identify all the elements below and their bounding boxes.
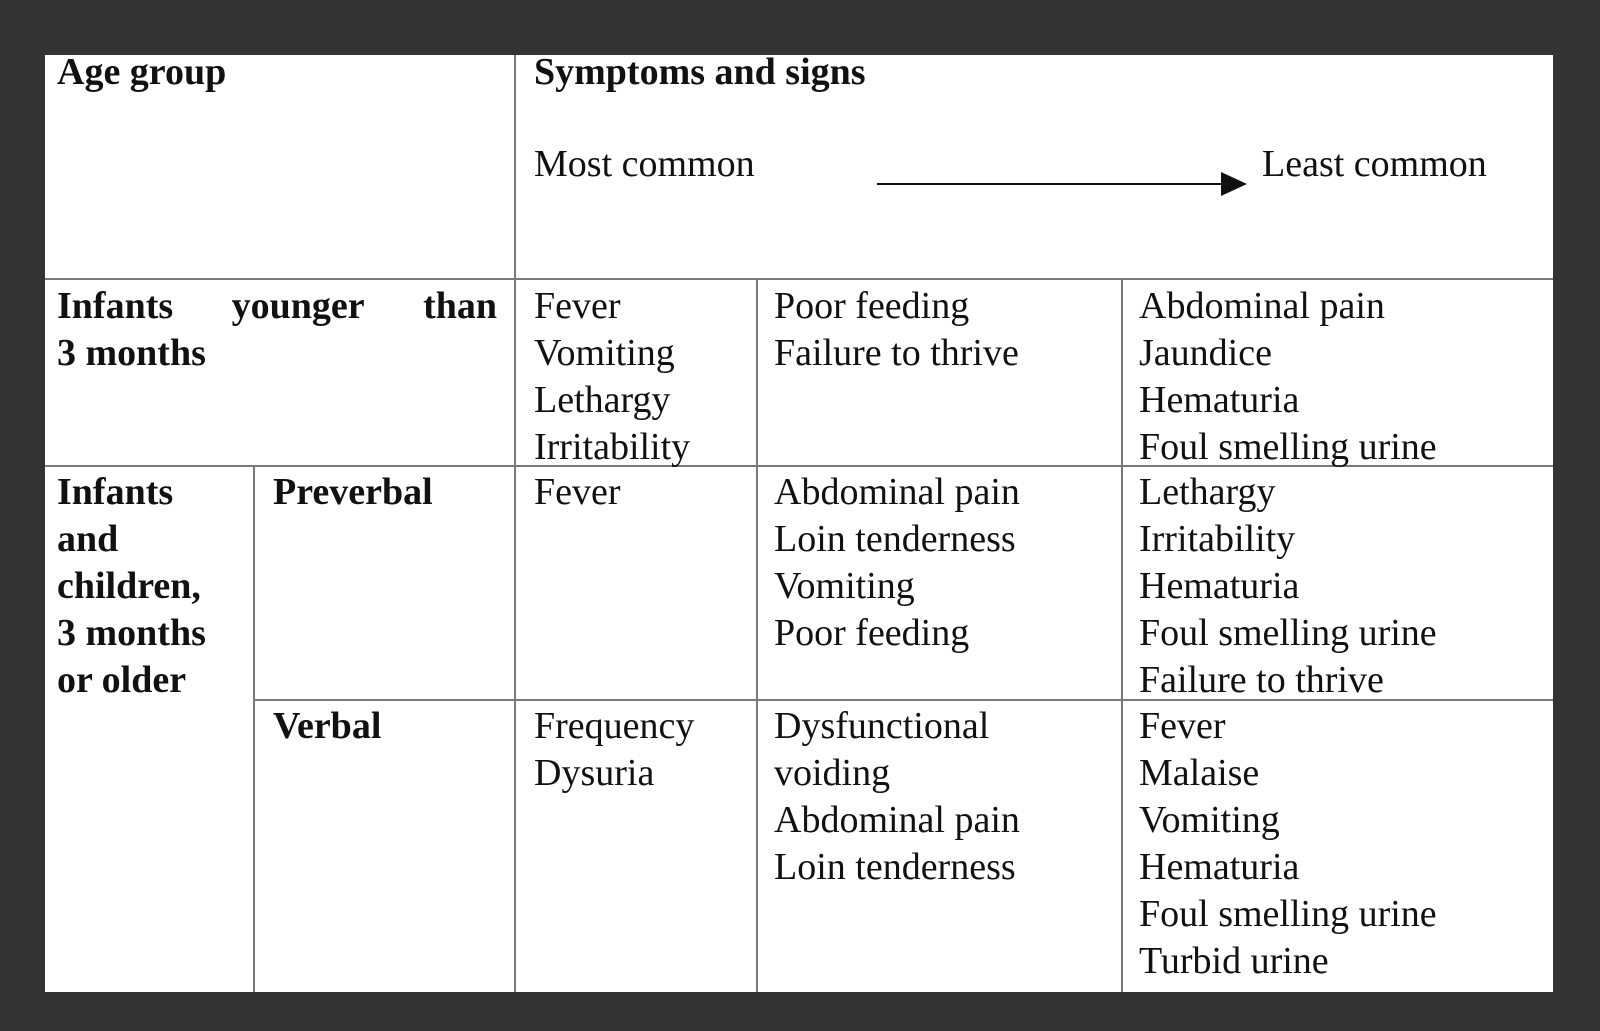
header-least-common: Least common [1262,143,1487,185]
row1-age-group-line1 [57,283,497,330]
row1-age-word: younger [231,285,365,327]
list-item: Vomiting [774,565,915,607]
preverbal-most-common-list [534,469,621,516]
arrow-right-icon [1221,172,1247,196]
verbal-middle-list [774,703,1020,891]
list-item: Foul smelling urine [1139,893,1437,935]
verbal-most-common-list [534,703,694,797]
list-item: Abdominal pain [774,799,1020,841]
list-item: Abdominal pain [1139,285,1385,327]
row1-middle-list [774,283,1019,377]
row2-age-group [57,469,206,704]
header-most-common: Most common [534,143,755,185]
subgroup-verbal-label: Verbal [273,705,382,747]
list-item: Jaundice [1139,332,1272,374]
row1-age-group [57,283,497,377]
list-item: Malaise [1139,752,1260,794]
row2-age-group-line: and [57,518,119,560]
preverbal-least-common-list [1139,469,1437,704]
list-item: Poor feeding [774,612,970,654]
list-item: Hematuria [1139,565,1300,607]
list-item: Dysuria [534,752,655,794]
list-item: Lethargy [1139,471,1276,513]
list-item: Poor feeding [774,285,970,327]
row2-age-group-line: children, [57,565,201,607]
list-item: Foul smelling urine [1139,426,1437,468]
list-item: Hematuria [1139,379,1300,421]
row1-age-word: than [423,285,497,327]
list-item: Fever [534,471,621,513]
row1-age-group-line2: 3 months [57,332,206,374]
list-item: Vomiting [534,332,675,374]
list-item: Vomiting [1139,799,1280,841]
vertical-rule-least-column [1121,278,1123,992]
list-item: Failure to thrive [774,332,1019,374]
verbal-least-common-list [1139,703,1437,985]
list-item: Turbid urine [1139,940,1329,982]
frequency-arrow-shaft [877,183,1223,185]
list-item: Irritability [534,426,691,468]
list-item: Abdominal pain [774,471,1020,513]
list-item: Fever [534,285,621,327]
header-symptoms-and-signs: Symptoms and signs [534,55,866,93]
row2-age-group-line: Infants [57,471,174,513]
vertical-rule-middle-column [756,278,758,992]
header-age-group: Age group [57,55,227,93]
list-item: Fever [1139,705,1226,747]
list-item: Loin tenderness [774,518,1016,560]
row1-most-common-list [534,283,690,471]
list-item: Lethargy [534,379,671,421]
list-item: voiding [774,752,891,794]
list-item: Dysfunctional [774,705,990,747]
document-page [45,55,1553,992]
list-item: Irritability [1139,518,1296,560]
row2-age-group-line: 3 months [57,612,206,654]
row2-age-group-line: or older [57,659,187,701]
row1-least-common-list [1139,283,1437,471]
vertical-rule-age-column [514,55,516,992]
list-item: Foul smelling urine [1139,612,1437,654]
list-item: Hematuria [1139,846,1300,888]
preverbal-middle-list [774,469,1020,657]
list-item: Frequency [534,705,695,747]
vertical-rule-subgroup-column [253,465,255,992]
row1-age-word: Infants [57,285,174,327]
header-bottom-rule [45,278,1553,280]
list-item: Failure to thrive [1139,659,1384,701]
list-item: Loin tenderness [774,846,1016,888]
subgroup-preverbal-label: Preverbal [273,471,433,513]
